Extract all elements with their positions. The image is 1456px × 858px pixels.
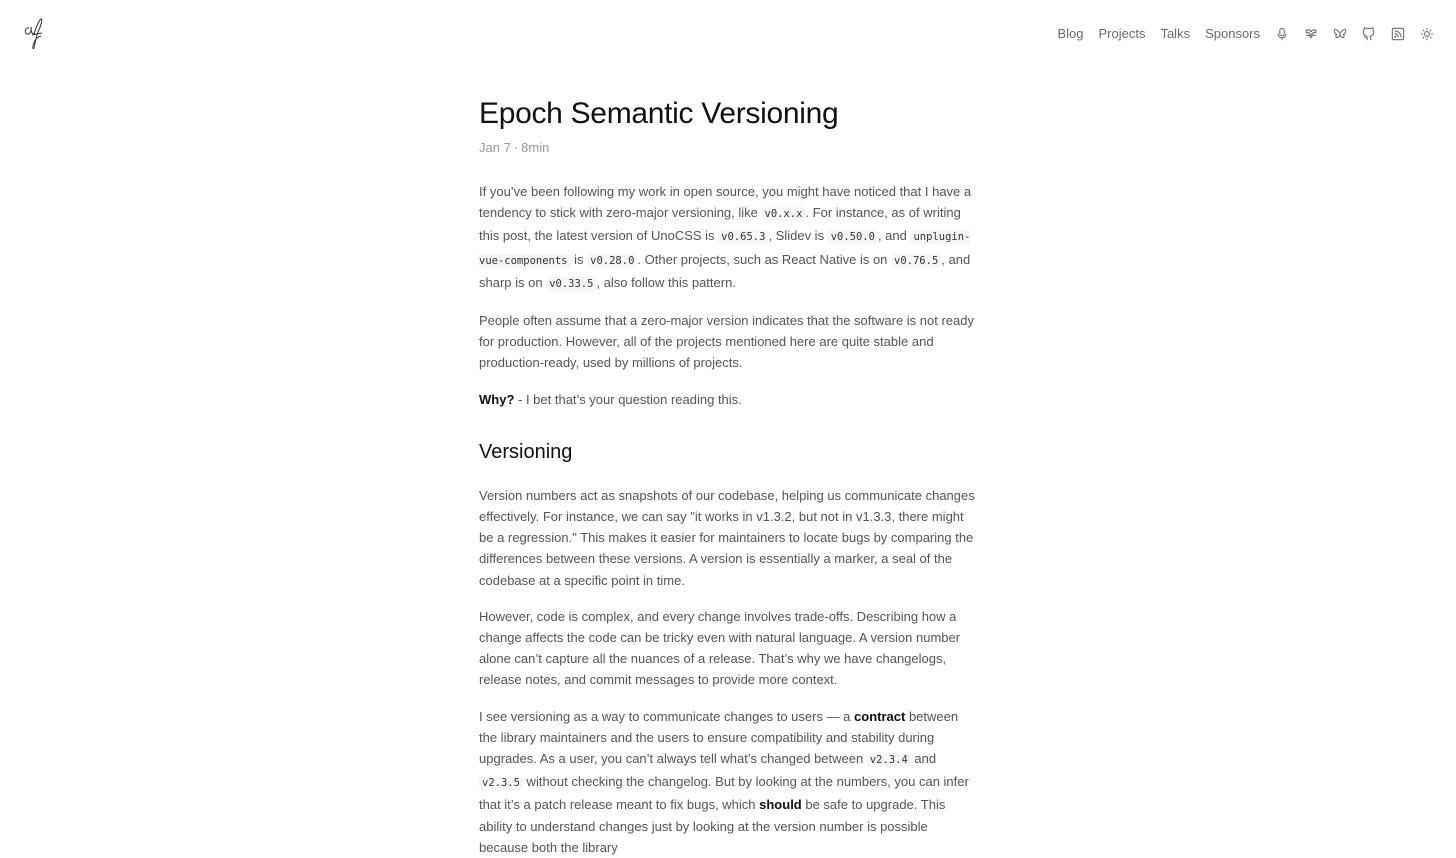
paragraph-assumption: People often assume that a zero-major version indicates that the software is not ready for production. However, all of the projects mentioned here are quite stable and production-ready, used by millions of projects. — [479, 313, 974, 371]
contract-strong: contract — [854, 708, 906, 724]
text-run: , and sharp is on — [479, 251, 971, 290]
inline-code: v2.3.5 — [479, 776, 523, 790]
inline-code: v2.3.4 — [867, 753, 911, 767]
nav-projects-link[interactable]: Projects — [1098, 26, 1146, 41]
post-meta — [479, 138, 979, 158]
text-run: . For instance, as of writing this post, the latest version of UnoCSS is — [479, 205, 961, 244]
text-run: I see versioning as a way to communicate changes to users — a — [479, 708, 855, 724]
signature-logo-icon[interactable] — [22, 16, 44, 50]
text-run: If you’ve been following my work in open source, you might have noticed that I have a tendency to stick with zero-major versioning, like — [479, 184, 972, 221]
text-run: , and — [877, 228, 911, 244]
post-date: Jan 7 — [479, 140, 511, 155]
top-nav — [1042, 24, 1434, 44]
why-strong: Why? — [479, 391, 515, 407]
paragraph-contract — [479, 706, 979, 858]
inline-code: v0.x.x — [762, 207, 806, 221]
podcast-icon[interactable] — [1304, 27, 1318, 41]
text-run: , Slidev is — [768, 228, 828, 244]
paragraph-tradeoffs: However, code is complex, and every change involves trade-offs. Describing how a change affects the code can be tricky even with natural language. A version number alone can’t capture all the nuances of a release. That’s why we have changelogs, release notes, and commit messages to provide more context. — [479, 608, 961, 688]
nav-sponsors-link[interactable]: Sponsors — [1205, 26, 1260, 41]
microphone-icon[interactable] — [1275, 27, 1289, 41]
butterfly-icon[interactable] — [1333, 27, 1347, 41]
meta-separator: · — [513, 140, 519, 155]
text-run: - I bet that’s your question reading this. — [514, 391, 742, 407]
text-run: . Other projects, such as React Native is on — [637, 251, 892, 267]
paragraph-version-numbers: Version numbers act as snapshots of our codebase, helping us communicate changes effectively. For instance, we can say "it works in v1.3.2, but not in v1.3.3, there might be a regression." This makes it easier for maintainers to locate bugs by comparing the differences between these versions. A version is essentially a marker, a seal of the codebase at a specific point in time. — [479, 487, 975, 588]
inline-code: v0.50.0 — [828, 230, 878, 244]
rss-icon[interactable] — [1391, 27, 1405, 41]
read-time: 8min — [521, 140, 550, 155]
paragraph-why — [479, 389, 979, 410]
inline-code: unplugin-vue-components — [479, 231, 971, 267]
nav-blog-link[interactable]: Blog — [1057, 26, 1084, 41]
paragraph-intro — [479, 181, 979, 295]
text-run: between the library maintainers and the users to ensure compatibility and stability during upgrades. As a user, you can’t always tell what’s changed between — [479, 708, 959, 767]
inline-code: v0.33.5 — [546, 277, 596, 291]
site-header — [0, 0, 1456, 70]
page-title: Epoch Semantic Versioning — [479, 97, 839, 130]
should-strong: should — [759, 797, 802, 813]
github-icon[interactable] — [1362, 27, 1376, 41]
inline-code: v0.65.3 — [718, 230, 768, 244]
text-run: is — [570, 251, 588, 267]
section-heading-versioning: Versioning — [479, 440, 573, 463]
text-run: without checking the changelog. But by looking at the numbers, you can infer that it’s a patch release meant to fix bugs, which — [479, 774, 969, 813]
inline-code: v0.28.0 — [587, 254, 637, 268]
article — [479, 92, 979, 858]
text-run: , also follow this pattern. — [596, 274, 736, 290]
sun-icon[interactable] — [1420, 27, 1434, 41]
text-run: and — [910, 751, 937, 767]
nav-talks-link[interactable]: Talks — [1160, 26, 1191, 41]
text-run: be safe to upgrade. This ability to understand changes just by looking at the version number is possible because both the library — [479, 797, 946, 855]
inline-code: v0.76.5 — [891, 254, 941, 268]
